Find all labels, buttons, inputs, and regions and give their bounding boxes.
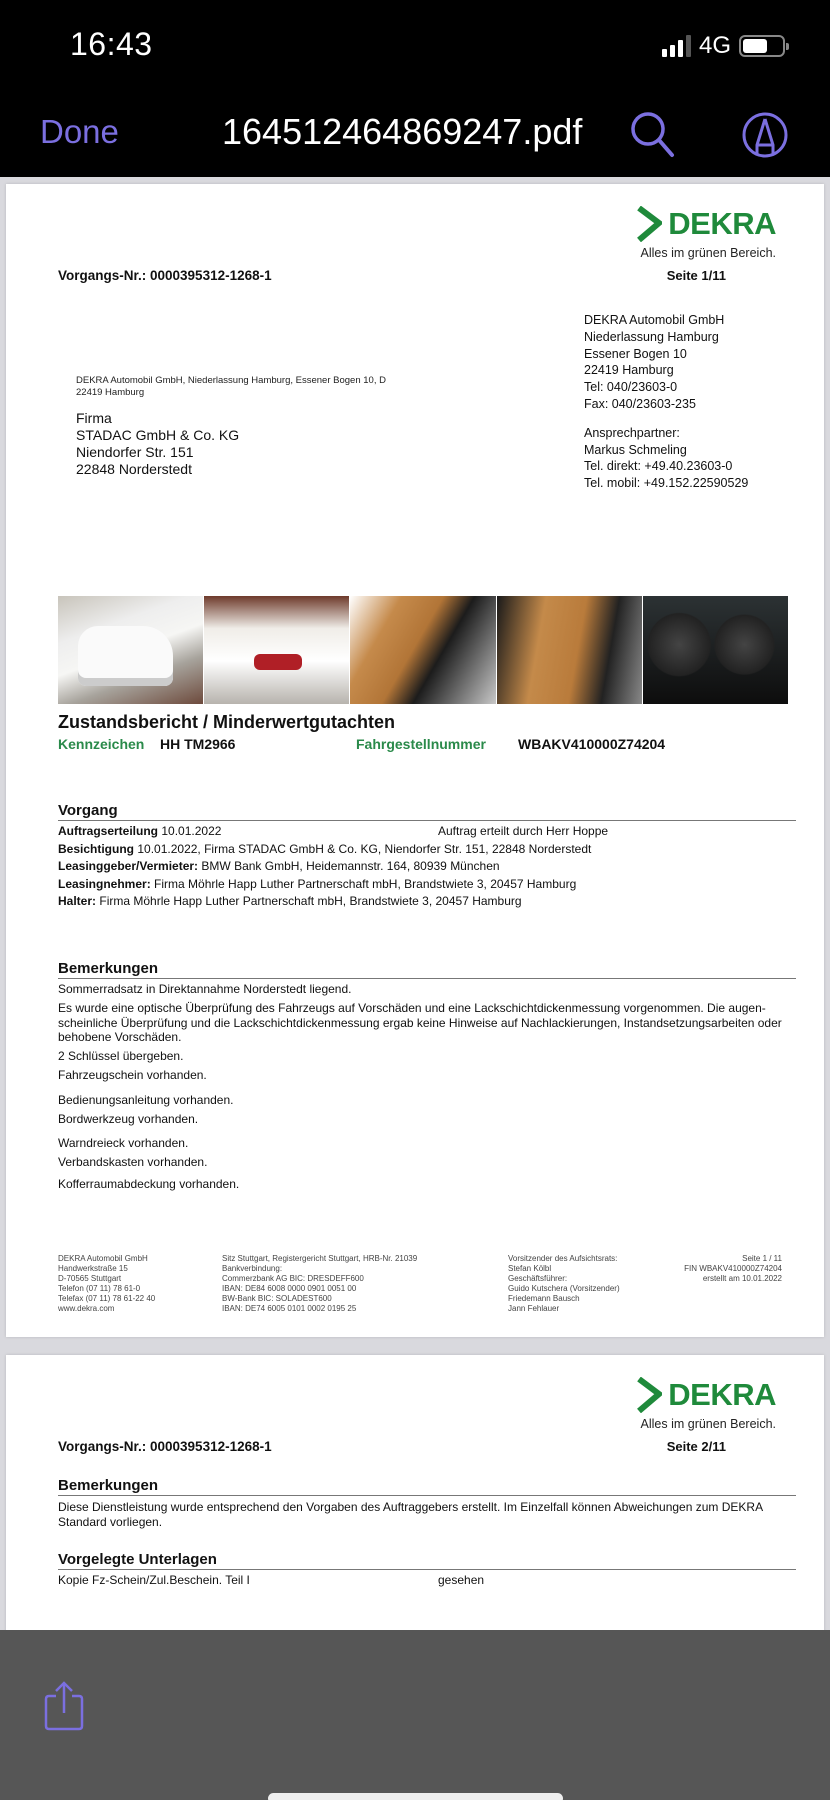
sender-line: DEKRA Automobil GmbH, Niederlassung Hamburg, Essener Bogen 10, D 22419 Hamburg bbox=[76, 375, 386, 398]
recipient-line: Niendorfer Str. 151 bbox=[76, 444, 194, 460]
search-icon bbox=[628, 109, 678, 161]
fahrgestell-value: WBAKV410000Z74204 bbox=[518, 736, 666, 752]
bemerkungen-section bbox=[58, 1477, 796, 1530]
footer-line: FIN WBAKV410000Z74204 bbox=[684, 1264, 782, 1273]
signal-icon bbox=[662, 35, 691, 57]
leasinggeber-row bbox=[58, 858, 796, 876]
remark-line: Warndreieck vorhanden. bbox=[58, 1136, 189, 1151]
section-title: Vorgang bbox=[58, 802, 796, 821]
leasinggeber-value: BMW Bank GmbH, Heidemannstr. 164, 80939 München bbox=[201, 859, 500, 873]
front-exterior-photo bbox=[58, 596, 203, 704]
footer-line: BW-Bank BIC: SOLADEST600 bbox=[222, 1294, 332, 1303]
contact-phone-direct: Tel. direkt: +49.40.23603-0 bbox=[584, 459, 733, 474]
remark-line: Sommerradsatz in Direktannahme Norderstedt liegend. bbox=[58, 982, 352, 996]
page-number: Seite 1/11 bbox=[666, 268, 726, 283]
company-line: 22419 Hamburg bbox=[584, 363, 674, 378]
leasingnehmer-row bbox=[58, 876, 796, 894]
nav-bar bbox=[0, 95, 830, 177]
recipient-address bbox=[76, 410, 239, 478]
leasingnehmer-label: Leasingnehmer: bbox=[58, 876, 151, 891]
halter-value: Firma Möhrle Happ Luther Partnerschaft mbH, Brandstwiete 3, 20457 Hamburg bbox=[99, 894, 522, 908]
remark-line: Kofferraumabdeckung vorhanden. bbox=[58, 1176, 240, 1191]
footer-line: www.dekra.com bbox=[58, 1304, 115, 1313]
rear-exterior-photo bbox=[204, 596, 349, 704]
remark-line: Bedienungsanleitung vorhanden. bbox=[58, 1092, 234, 1107]
footer-line: D-70565 Stuttgart bbox=[58, 1274, 122, 1283]
markup-pen-icon bbox=[740, 109, 790, 161]
footer-line: Telefax (07 11) 78 61-22 40 bbox=[58, 1294, 156, 1303]
page-number: Seite 2/11 bbox=[666, 1439, 726, 1454]
fahrgestell-label: Fahrgestellnummer bbox=[356, 736, 486, 752]
auftrag-label: Auftragserteilung bbox=[58, 824, 159, 838]
halter-row bbox=[58, 893, 796, 911]
rear-interior-photo bbox=[497, 596, 642, 704]
auftrag-row bbox=[58, 823, 796, 841]
auftrag-value: 10.01.2022 bbox=[161, 824, 222, 838]
footer-line: Handwerkstraße 15 bbox=[58, 1264, 128, 1273]
footer-company bbox=[58, 1254, 155, 1314]
footer-bank bbox=[222, 1254, 417, 1314]
footer-line: Commerzbank AG BIC: DRESDEFF600 bbox=[222, 1274, 364, 1283]
contact-name: Markus Schmeling bbox=[584, 442, 687, 457]
unterlagen-section bbox=[58, 1551, 796, 1590]
footer-line: IBAN: DE74 6005 0101 0002 0195 25 bbox=[222, 1304, 357, 1313]
contact-label: Ansprechpartner: bbox=[584, 425, 680, 440]
company-address bbox=[584, 312, 748, 492]
company-line: DEKRA Automobil GmbH bbox=[584, 313, 725, 327]
footer-line: erstellt am 10.01.2022 bbox=[702, 1274, 782, 1283]
recipient-line: STADAC GmbH & Co. KG bbox=[76, 427, 240, 443]
unterlagen-row bbox=[58, 1572, 796, 1590]
footer-line: Friedemann Bausch bbox=[508, 1294, 580, 1303]
contact-phone-mobile: Tel. mobil: +49.152.22590529 bbox=[584, 476, 749, 491]
footer-line: Jann Fehlauer bbox=[508, 1304, 560, 1313]
network-type: 4G bbox=[698, 32, 731, 59]
status-indicators bbox=[662, 32, 785, 60]
company-line: Niederlassung Hamburg bbox=[584, 329, 719, 344]
done-button[interactable]: Done bbox=[40, 113, 119, 150]
section-title: Bemerkungen bbox=[58, 1477, 796, 1496]
pdf-page-2 bbox=[6, 1355, 824, 1630]
unterlagen-status: gesehen bbox=[438, 1573, 485, 1587]
dekra-logo bbox=[636, 1377, 776, 1431]
pdf-page-1 bbox=[6, 184, 824, 1337]
footer-line: Telefon (07 11) 78 61-0 bbox=[58, 1284, 141, 1293]
besichtigung-label: Besichtigung bbox=[58, 841, 135, 856]
halter-label: Halter: bbox=[58, 894, 97, 908]
remark-line: Es wurde eine optische Überprüfung des Fahrzeugs auf Vorschäden und eine Lackschichtdickenmessung vorgenommen. Die augen-scheinliche Überprüfung und die Lackschichtdickenmessung ergab keine Hinweise auf Nachlackierungen, Instandsetzungsarbeiten oder behobene Vorschäden. bbox=[58, 1000, 782, 1045]
leasingnehmer-value: Firma Möhrle Happ Luther Partnerschaft mbH, Brandstwiete 3, 20457 Hamburg bbox=[154, 876, 577, 891]
besichtigung-value: 10.01.2022, Firma STADAC GmbH & Co. KG, Niendorfer Str. 151, 22848 Norderstedt bbox=[137, 841, 592, 856]
search-button[interactable] bbox=[628, 109, 678, 161]
recipient-line: Firma bbox=[76, 410, 112, 426]
company-line: Essener Bogen 10 bbox=[584, 346, 687, 361]
remark-line: Verbandskasten vorhanden. bbox=[58, 1155, 208, 1170]
status-bar bbox=[0, 0, 830, 95]
front-interior-photo bbox=[350, 596, 495, 704]
vorgang-section bbox=[58, 802, 796, 911]
footer-page-info bbox=[684, 1254, 782, 1284]
besichtigung-row bbox=[58, 841, 796, 859]
dekra-wordmark: DEKRA bbox=[668, 206, 776, 241]
home-indicator[interactable] bbox=[268, 1793, 563, 1800]
status-time: 16:43 bbox=[70, 26, 153, 62]
leasinggeber-label: Leasinggeber/Vermieter: bbox=[58, 859, 199, 873]
dekra-arrow-icon bbox=[636, 206, 662, 242]
section-title: Vorgelegte Unterlagen bbox=[58, 1551, 796, 1570]
bemerkungen-section bbox=[58, 960, 796, 1192]
share-button[interactable] bbox=[42, 1680, 86, 1732]
footer-line: Bankverbindung: bbox=[222, 1264, 283, 1273]
vehicle-photo-strip bbox=[58, 596, 788, 704]
footer-line: Seite 1 / 11 bbox=[742, 1254, 782, 1263]
footer-line: IBAN: DE84 6008 0000 0901 0051 00 bbox=[222, 1284, 357, 1293]
document-title: 164512464869247.pdf bbox=[222, 111, 583, 152]
auftrag-by: Auftrag erteilt durch Herr Hoppe bbox=[438, 824, 609, 838]
remark-line: Bordwerkzeug vorhanden. bbox=[58, 1111, 199, 1126]
share-icon bbox=[42, 1680, 86, 1732]
report-title: Zustandsbericht / Minderwertgutachten bbox=[58, 712, 396, 732]
company-phone: Tel: 040/23603-0 bbox=[584, 380, 678, 395]
footer-line: Sitz Stuttgart, Registergericht Stuttgart, HRB-Nr. 21039 bbox=[222, 1254, 418, 1263]
remark-line: Fahrzeugschein vorhanden. bbox=[58, 1067, 207, 1082]
battery-icon bbox=[739, 35, 785, 57]
unterlagen-item: Kopie Fz-Schein/Zul.Beschein. Teil I bbox=[58, 1573, 250, 1587]
dekra-tagline: Alles im grünen Bereich. bbox=[640, 246, 776, 260]
kennzeichen-value: HH TM2966 bbox=[160, 736, 236, 752]
dekra-logo bbox=[636, 206, 776, 260]
footer-line: Geschäftsführer: bbox=[508, 1274, 568, 1283]
footer-line: Stefan Kölbl bbox=[508, 1264, 552, 1273]
bottom-toolbar bbox=[0, 1630, 830, 1800]
section-title: Bemerkungen bbox=[58, 960, 796, 979]
instrument-cluster-photo bbox=[643, 596, 788, 704]
footer-line: DEKRA Automobil GmbH bbox=[58, 1254, 148, 1263]
remark-line: 2 Schlüssel übergeben. bbox=[58, 1049, 184, 1064]
dekra-tagline: Alles im grünen Bereich. bbox=[640, 1417, 776, 1431]
footer-line: Vorsitzender des Aufsichtsrats: bbox=[508, 1254, 618, 1263]
pdf-viewer[interactable] bbox=[0, 177, 830, 1630]
recipient-line: 22848 Norderstedt bbox=[76, 461, 192, 477]
dekra-arrow-icon bbox=[636, 1377, 662, 1413]
markup-button[interactable] bbox=[740, 109, 790, 161]
company-fax: Fax: 040/23603-235 bbox=[584, 396, 696, 411]
footer-board bbox=[508, 1254, 620, 1314]
kennzeichen-label: Kennzeichen bbox=[58, 736, 145, 752]
footer-line: Guido Kutschera (Vorsitzender) bbox=[508, 1284, 620, 1293]
vorgang-number: Vorgangs-Nr.: 0000395312-1268-1 bbox=[58, 268, 272, 283]
vorgang-number: Vorgangs-Nr.: 0000395312-1268-1 bbox=[58, 1439, 272, 1454]
dekra-wordmark: DEKRA bbox=[668, 1377, 776, 1412]
remark-text: Diese Dienstleistung wurde entsprechend den Vorgaben des Auftraggebers erstellt. Im Einzelfall können Abweichungen zum DEKRA Standard vorliegen. bbox=[58, 1500, 763, 1529]
